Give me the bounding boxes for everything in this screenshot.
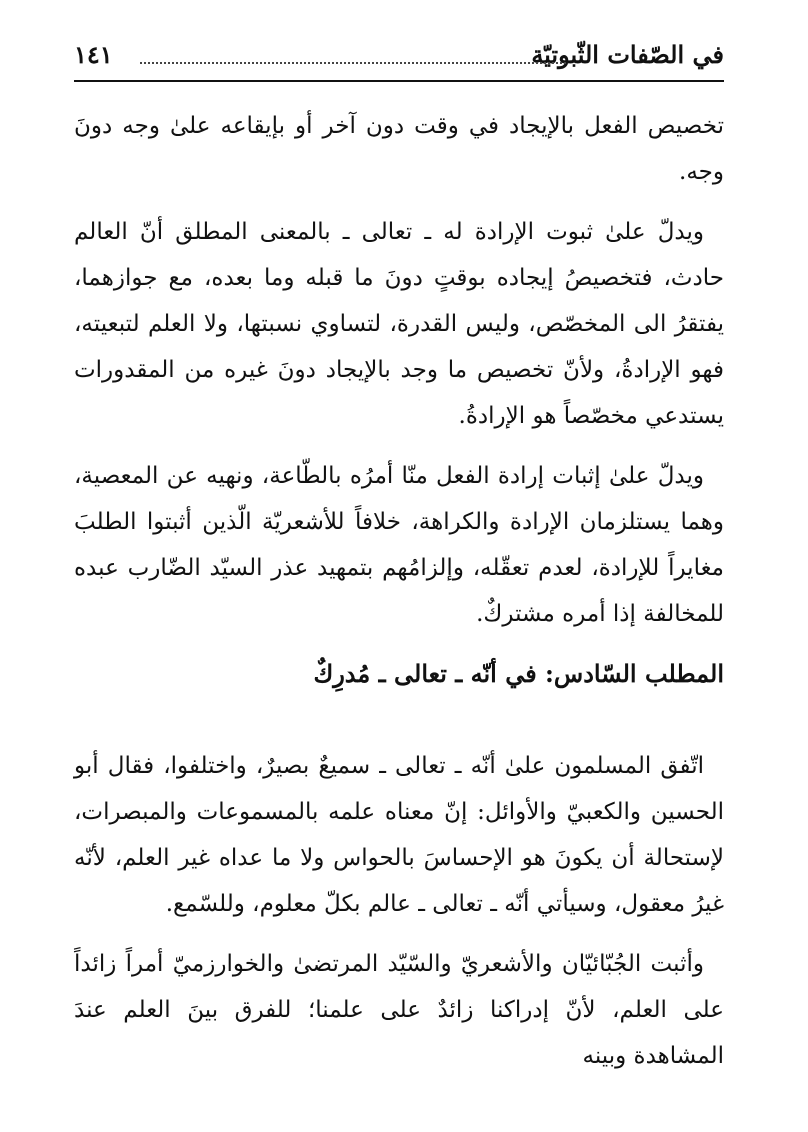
section-heading: المطلب السّادس: في أنّه ـ تعالى ـ مُدرِكٌ [313,659,724,688]
paragraph-will-command: ويدلّ علىٰ إثبات إرادة الفعل منّا أمرُه بالطّاعة، ونهيه عن المعصية، وهما يستلزمان الإرادة والكراهة، خلافاً للأشعريّة الّذين أثبتوا الطلبَ مغايراً للإرادة، لعدم تعقّله، وإلزامُهم بتمهيد عذر السيّد الضّارب عبده للمخالفة إذا أمره مشتركٌ. [74,463,724,627]
paragraph-continuation: تخصيص الفعل بالإيجاد في وقت دون آخر أو بإيقاعه علىٰ وجه دونَ وجه. [74,113,724,185]
paragraph-perception: وأثبت الجُبّائيّان والأشعريّ والسّيّد المرتضىٰ والخوارزميّ أمراً زائداً على العلم، لأنّ إدراكنا زائدٌ على علمنا؛ للفرق بينَ العلم عندَ المشاهدة وبينه [74,951,724,1069]
header-leader-dots [140,62,566,64]
header-title: في الصّفات الثّبوتيّة [531,40,724,69]
running-header [74,30,724,82]
page-body [74,103,724,1093]
paragraph-hearing-sight: اتّفق المسلمون علىٰ أنّه ـ تعالى ـ سميعٌ بصيرٌ، واختلفوا، فقال أبو الحسين والكعبيّ والأوائل: إنّ معناه علمه بالمسموعات والمبصرات، لإستحالة أن يكونَ هو الإحساسَ بالحواس ولا ما عداه غير العلم، لأنّه غيرُ معقول، وسيأتي أنّه ـ تعالى ـ عالم بكلّ معلوم، وللسّمع. [74,753,724,917]
page-number: ١٤١ [74,40,113,69]
paragraph-will-proof: ويدلّ علىٰ ثبوت الإرادة له ـ تعالى ـ بالمعنى المطلق أنّ العالم حادث، فتخصيصُ إيجاده بوقتٍ دونَ ما قبله وما بعده، مع جوازهما، يفتقرُ الى المخصّص، وليس القدرة، لتساوي نسبتها، ولا العلم لتبعيته، فهو الإرادةُ، ولأنّ تخصيص ما وجد بالإيجاد دونَ غيره من المقدورات يستدعي مخصّصاً هو الإرادةُ. [74,219,724,429]
header-rule [74,80,724,82]
